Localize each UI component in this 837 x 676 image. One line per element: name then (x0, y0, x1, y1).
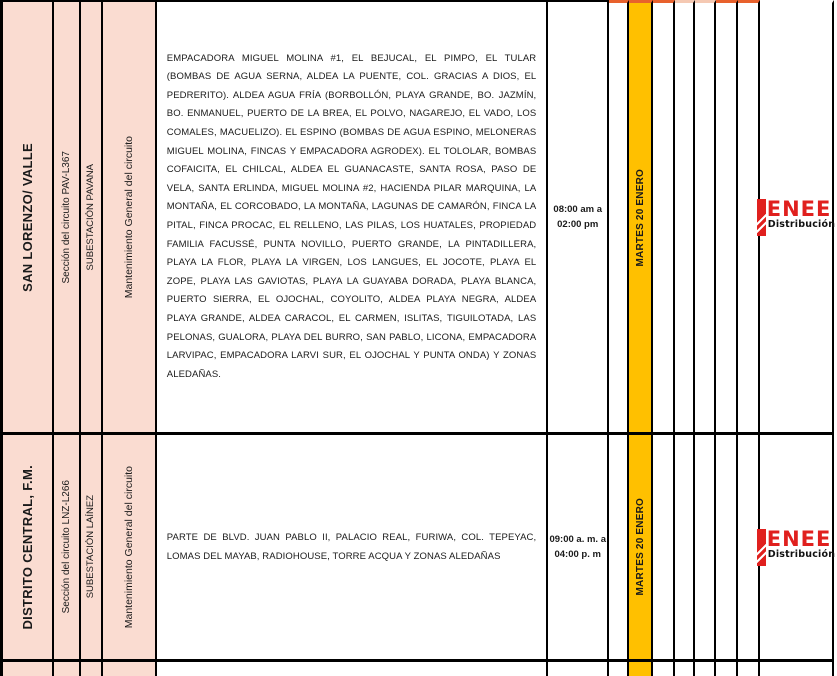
enee-logo-subtitle: Distribución (767, 219, 836, 230)
time-start: 09:00 a. m. a (549, 534, 606, 545)
region-label: DISTRITO CENTRAL, F.M. (19, 464, 35, 630)
enee-logo-subtitle: Distribución (767, 548, 836, 560)
time-start: 08:00 am a (553, 204, 603, 215)
circuit-section-label: Sección del circuito LNZ-L266 (60, 480, 72, 614)
circuit-section-cell (54, 435, 81, 659)
enee-logo (757, 526, 836, 566)
spacer-cell (653, 435, 675, 659)
logo-cell (760, 662, 834, 676)
spacer-cell (716, 0, 738, 432)
substation-label: SUBESTACIÓN PAVANA (85, 163, 97, 271)
spacer-cell (738, 662, 760, 676)
substation-cell (81, 662, 103, 676)
day-cell (629, 662, 653, 676)
table-row (3, 435, 834, 662)
affected-areas-cell (157, 435, 548, 659)
day-label: MARTES 20 ENERO (634, 168, 646, 267)
spacer-cell (675, 662, 695, 676)
region-cell (3, 0, 54, 432)
circuit-section-cell (54, 0, 81, 432)
region-label: SAN LORENZO/ VALLE (19, 142, 35, 292)
spacer-cell (716, 662, 738, 676)
region-cell (3, 435, 54, 659)
enee-logo-name: ENEE (766, 197, 832, 221)
spacer-cell (653, 662, 675, 676)
logo-cell (760, 0, 834, 432)
enee-logo (757, 199, 835, 236)
day-label: MARTES 20 ENERO (634, 498, 646, 596)
spacer-cell (675, 435, 695, 659)
work-type-cell (103, 662, 157, 676)
spacer-cell (695, 435, 716, 659)
table-row-partial (3, 662, 834, 676)
substation-cell (81, 0, 103, 432)
spacer-cell (609, 435, 629, 659)
time-cell (548, 662, 609, 676)
time-cell (548, 0, 609, 432)
spacer-cell (716, 435, 738, 659)
work-type-cell (103, 435, 157, 659)
work-type-cell (103, 0, 157, 432)
affected-areas-cell (157, 0, 548, 432)
work-type-label: Mantenimiento General del circuito (122, 465, 135, 629)
affected-areas-text: PARTE DE BLVD. JUAN PABLO II, PALACIO REAL, FURIWA, COL. TEPEYAC, LOMAS DEL MAYAB, RADIOHOUSE, TORRE ACQUA Y ZONAS ALEDAÑAS (166, 531, 537, 562)
spacer-cell (609, 662, 629, 676)
circuit-section-cell (54, 662, 81, 676)
logo-cell (760, 435, 834, 659)
spacer-cell (609, 0, 629, 432)
time-end: 04:00 p. m (554, 549, 601, 560)
day-cell (629, 435, 653, 659)
day-cell (629, 0, 653, 432)
time-cell (548, 435, 609, 659)
work-type-label: Mantenimiento General del circuito (122, 135, 135, 299)
affected-areas-cell (157, 662, 549, 676)
spacer-cell (675, 0, 695, 432)
affected-areas-text: EMPACADORA MIGUEL MOLINA #1, EL BEJUCAL, EL PIMPO, EL TULAR (BOMBAS DE AGUA SERNA, ALDEA LA PUENTE, COL. GRACIAS A DIOS, EL PEDRERITO). ALDEA AGUA FRÍA (BORBOLLÓN, PLAYA GRANDE, BO. JAZMÍN, BO. ENMANUEL, PUERTO DE LA BREA, EL POLVO, NAGAREJO, EL VADO, LOS COMALES, MACUELIZO). EL ESPINO (BOMBAS DE AGUA ESPINO, MELONERAS MIGUEL MOLINA, FINCAS Y EMPACADORA AGRODEX). EL TOLOLAR, BOMBAS COFAICITA, EL CHILCAL, ALDEA EL GUANACASTE, SANTA ROSA, PASO DE VELA, SANTA ERLINDA, MIGUEL MOLINA #2, HACIENDA PILAR MARQUINA, LA MONTAÑA, EL CORCOBADO, LA MONTAÑA, LAGUNAS DE CAMARÓN, FINCA LA PITAL, FINCA PROCAC, EL RELLENO, LAS PILAS, LOS HUATALES, PROPIEDAD FAMILIA FACUSSÉ, PUNTA NOVILLO, PUERTO GRANDE, LA PINTADILLERA, PLAYA LA FLOR, PLAYA LA VIRGEN, LOS LANGUES, EL JOCOTE, PLAYA EL ZOPE, PLAYA LAS GAVIOTAS, PLAYA LA GUAYABA DORADA, PLAYA BLANCA, PUERTO SIERRA, EL OJOCHAL, COYOLITO, ALDEA PLAYA NEGRA, ALDEA PLAYA GRANDE, ALDEA CARACOL, EL CARMEN, ISLITAS, TIGUILOTADA, LAS PELONAS, GUALORA, PLAYA DEL BURRO, SAN PABLO, LICONA, EMPACADORA LARVIPAC, EMPACADORA LARVI SUR, EL OJOCHAL Y PUNTA ONDA) Y ZONAS ALEDAÑAS. (166, 52, 537, 380)
circuit-section-label: Sección del circuito PAV-L367 (60, 150, 72, 284)
substation-label: SUBESTACIÓN LAÍNEZ (85, 495, 97, 599)
region-cell (3, 662, 54, 676)
table-row (3, 0, 834, 435)
spacer-cell (653, 0, 675, 432)
spacer-cell (695, 0, 716, 432)
spacer-cell (695, 662, 716, 676)
enee-flame-icon (757, 529, 766, 566)
substation-cell (81, 435, 103, 659)
enee-logo-name: ENEE (766, 526, 832, 551)
enee-flame-icon (757, 199, 766, 236)
time-end: 02:00 pm (557, 219, 599, 230)
